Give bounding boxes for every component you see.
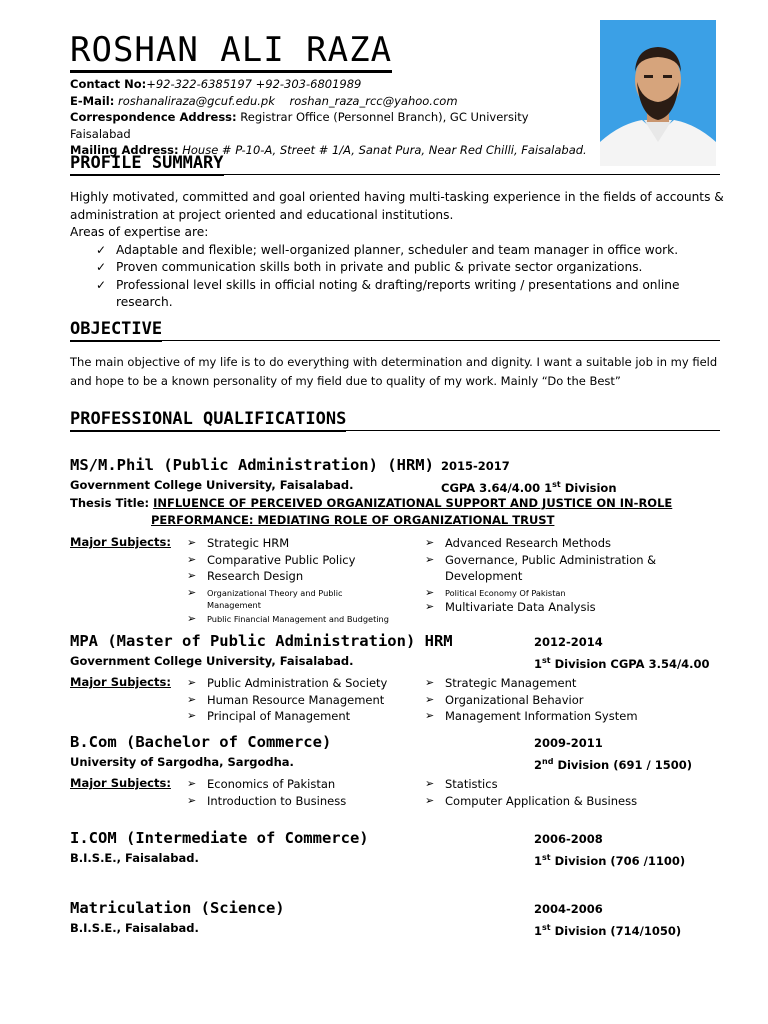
contact-block	[70, 76, 590, 159]
ms-grade: CGPA 3.64/4.00 1st Division	[441, 480, 617, 495]
list-item: ➢ Research Design	[187, 568, 417, 585]
list-item: ➢ Computer Application & Business	[425, 793, 685, 810]
mpa-year: 2012-2014	[534, 635, 603, 649]
list-item: ➢ Multivariate Data Analysis	[425, 599, 685, 616]
list-item: ➢ Political Economy Of Pakistan	[425, 587, 685, 599]
bcom-subjects-left	[187, 776, 417, 809]
list-item: ✓ Proven communication skills both in private and public & private sector organizations.	[96, 259, 730, 277]
email-2[interactable]: roshan_raza_rcc@yahoo.com	[289, 93, 458, 108]
email-row: E-Mail: roshanaliraza@gcuf.edu.pk roshan_raza_rcc@yahoo.com	[70, 93, 458, 108]
list-item: ➢ Comparative Public Policy	[187, 552, 417, 569]
mpa-grade: 1st Division CGPA 3.54/4.00	[534, 656, 710, 671]
list-item: ➢ Advanced Research Methods	[425, 535, 685, 552]
matric-year: 2004-2006	[534, 902, 603, 916]
ms-subjects-label: Major Subjects:	[70, 535, 171, 549]
thesis-title-2: PERFORMANCE: MEDIATING ROLE OF ORGANIZATIONAL TRUST	[151, 513, 555, 527]
matric-institute: B.I.S.E., Faisalabad.	[70, 921, 199, 935]
mailing-row: Mailing Address: House # P-10-A, Street # 1/A, Sanat Pura, Near Red Chilli, Faisalabad.	[70, 143, 587, 157]
list-item: ➢ Public Financial Management and Budgeting	[187, 613, 417, 625]
bcom-subjects-label: Major Subjects:	[70, 776, 171, 790]
list-item: ➢ Human Resource Management	[187, 692, 417, 709]
list-item: ➢ Governance, Public Administration & Development	[425, 552, 675, 585]
list-item: ➢ Strategic Management	[425, 675, 685, 692]
icom-title: I.COM (Intermediate of Commerce)	[70, 829, 369, 847]
icom-grade: 1st Division (706 /1100)	[534, 853, 686, 868]
candidate-name: ROSHAN ALI RAZA	[70, 30, 392, 73]
ms-subjects-right	[425, 535, 685, 615]
bcom-grade: 2nd Division (691 / 1500)	[534, 757, 692, 772]
matric-title: Matriculation (Science)	[70, 899, 285, 917]
thesis-label: Thesis Title:	[70, 496, 150, 510]
areas-label: Areas of expertise are:	[70, 225, 209, 239]
list-item: ➢ Economics of Pakistan	[187, 776, 417, 793]
ms-year: 2015-2017	[441, 459, 510, 473]
mpa-title: MPA (Master of Public Administration) HRM	[70, 632, 453, 650]
thesis-row-2	[70, 512, 710, 529]
ms-title: MS/M.Phil (Public Administration) (HRM)	[70, 456, 434, 474]
mpa-subjects-left	[187, 675, 417, 725]
list-item: ➢ Principal of Management	[187, 708, 417, 725]
profile-photo	[600, 20, 716, 166]
mpa-subjects-label: Major Subjects:	[70, 675, 171, 689]
list-item: ✓ Professional level skills in official noting & drafting/reports writing / presentations and online research.	[96, 277, 730, 312]
mpa-subjects-right	[425, 675, 685, 725]
list-item: ➢ Organizational Theory and Public Management	[187, 587, 377, 611]
correspondence-row: Correspondence Address: Registrar Office (Personnel Branch), GC University Faisalabad	[70, 110, 529, 141]
phone-numbers: +92-322-6385197 +92-303-6801989	[146, 77, 362, 91]
bcom-year: 2009-2011	[534, 736, 603, 750]
contact-row: Contact No:+92-322-6385197 +92-303-6801989	[70, 77, 362, 91]
mpa-institute: Government College University, Faisalabad.	[70, 654, 354, 668]
profile-summary-heading: PROFILE SUMMARY	[70, 152, 720, 175]
icom-institute: B.I.S.E., Faisalabad.	[70, 851, 199, 865]
email-1[interactable]: roshanaliraza@gcuf.edu.pk	[117, 93, 275, 108]
list-item: ➢ Introduction to Business	[187, 793, 417, 810]
expertise-list	[70, 242, 730, 312]
profile-summary-body	[70, 189, 730, 312]
objective-text: The main objective of my life is to do everything with determination and dignity. I want a suitable job in my field and hope to be a known personality of my field due to quality of my work. Mainly “Do the Best”	[70, 355, 718, 388]
list-item: ➢ Strategic HRM	[187, 535, 417, 552]
icom-year: 2006-2008	[534, 832, 603, 846]
thesis-title-1: INFLUENCE OF PERCEIVED ORGANIZATIONAL SUPPORT AND JUSTICE ON IN-ROLE	[153, 496, 673, 510]
list-item: ✓ Adaptable and flexible; well-organized planner, scheduler and team manager in office work.	[96, 242, 730, 260]
list-item: ➢ Management Information System	[425, 708, 685, 725]
ms-institute: Government College University, Faisalabad.	[70, 478, 354, 492]
thesis-row-1	[70, 495, 710, 512]
bcom-title: B.Com (Bachelor of Commerce)	[70, 733, 332, 751]
list-item: ➢ Statistics	[425, 776, 685, 793]
bcom-institute: University of Sargodha, Sargodha.	[70, 755, 294, 769]
objective-heading: OBJECTIVE	[70, 318, 720, 341]
list-item: ➢ Organizational Behavior	[425, 692, 685, 709]
thesis-block	[70, 495, 710, 529]
bcom-subjects-right	[425, 776, 685, 809]
list-item: ➢ Public Administration & Society	[187, 675, 417, 692]
qualifications-heading: PROFESSIONAL QUALIFICATIONS	[70, 408, 720, 431]
person-photo-icon	[600, 20, 716, 166]
matric-grade: 1st Division (714/1050)	[534, 923, 682, 938]
profile-summary-text: Highly motivated, committed and goal oriented having multi-tasking experience in the fields of accounts & administration at project oriented and educational institutions.	[70, 190, 724, 222]
ms-subjects-left	[187, 535, 417, 625]
